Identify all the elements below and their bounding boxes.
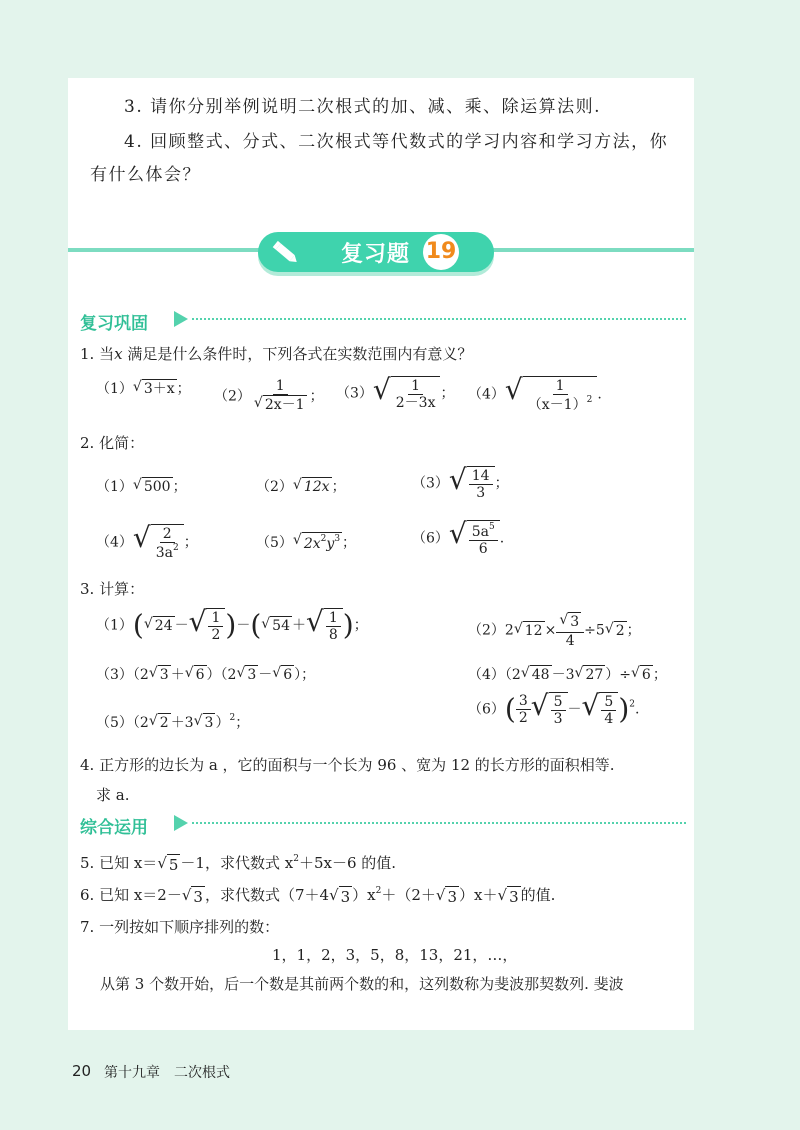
reflection-q4-line1: 4. 回顾整式、分式、二次根式等代数式的学习内容和学习方法，你 bbox=[124, 132, 669, 152]
q2-item-1: （1） √ 500 ； bbox=[96, 477, 187, 496]
q5: 5. 已知 x＝ √ 5 －1，求代数式 $x^2+5x-6$ 的值. bbox=[80, 853, 397, 874]
q2-item-4: （4） √ $\frac{2}{3a^2}$ ； bbox=[96, 521, 198, 562]
q3-item-5: （5）（2 √ 2 ＋3 √ 3 ）$^2$； bbox=[96, 713, 250, 732]
q1-item-3: （3） √ $\frac{1}{2-3x}$ ； bbox=[336, 373, 455, 412]
chapter-title: 第十九章 二次根式 bbox=[104, 1065, 230, 1081]
q2-stem: 2. 化简： bbox=[80, 434, 145, 452]
page-number: 20 bbox=[72, 1062, 92, 1080]
banner-number: 19 bbox=[423, 234, 459, 270]
q7-line1: 7. 一列按如下顺序排列的数： bbox=[80, 918, 280, 936]
section-heading-apply: 综合运用 bbox=[80, 818, 148, 838]
q3-item-1: （1）( √ 24 － √ $\frac{1}{2}$ )－( √ 54 ＋ √ $\frac{1}{8}$ )； bbox=[96, 605, 368, 644]
pencil-icon bbox=[270, 238, 302, 268]
q3-item-6: （6）( $\frac{3}{2}$ √ $\frac{5}{3}$ － √ $\frac{5}{4}$ )$^2$. bbox=[468, 689, 640, 728]
section-heading-review: 复习巩固 bbox=[80, 314, 148, 334]
q6: 6. 已知 x＝2－ √ 3 ，求代数式（7＋4 √ 3 ）$x^2+(2+$ √ 3 ）x＋ √ 3 的值. bbox=[80, 885, 556, 906]
q3-item-4: （4）（2 √ 48 －3 √ 27 ）÷ √ 6 ； bbox=[468, 665, 667, 684]
q3-item-2: （2）2 √ 12 × √ 3 4 ÷5 √ 2 ； bbox=[468, 612, 641, 649]
q2-item-3: （3） √ $\frac{14}{3}$ ； bbox=[412, 463, 509, 502]
reflection-q3: 3. 请你分别举例说明二次根式的加、减、乘、除运算法则. bbox=[124, 97, 602, 117]
banner-title: 复习题 bbox=[341, 242, 411, 267]
section-divider bbox=[192, 822, 686, 824]
section-arrow-icon bbox=[174, 815, 188, 831]
q4-line1: 4. 正方形的边长为 a ，它的面积与一个长为 96 、宽为 12 的长方形的面积相等. bbox=[80, 756, 615, 774]
q3-stem: 3. 计算： bbox=[80, 580, 145, 598]
q2-item-6: （6） √ $\frac{5a^5}{6}$ . bbox=[412, 517, 505, 558]
reflection-q4-line2: 有什么体会？ bbox=[90, 165, 201, 185]
q1-item-4: （4） √ $\frac{1}{(x-1)^2}$ . bbox=[468, 373, 602, 414]
q7-sequence: 1，1，2，3，5，8，13，21，…， bbox=[272, 946, 518, 964]
q2-item-2: （2） √ 12x ； bbox=[256, 477, 346, 496]
q4-line2: 求 a. bbox=[96, 786, 130, 804]
q2-item-5: （5） √ $2x^2y^3$ ； bbox=[256, 532, 357, 553]
section-arrow-icon bbox=[174, 311, 188, 327]
q1-item-2: （2） 1 √ 2x－1 ； bbox=[214, 378, 324, 414]
section-divider bbox=[192, 318, 686, 320]
q7-line3: 从第 3 个数开始，后一个数是其前两个数的和，这列数称为斐波那契数列. 斐波 bbox=[100, 975, 624, 993]
q1-stem: 1. 当x 满足是什么条件时，下列各式在实数范围内有意义？ bbox=[80, 345, 473, 363]
q1-item-1: （1） √ 3＋x ； bbox=[96, 379, 191, 398]
q3-item-3: （3）（2 √ 3 ＋ √ 6 ）（2 √ 3 － √ 6 ）； bbox=[96, 665, 316, 684]
